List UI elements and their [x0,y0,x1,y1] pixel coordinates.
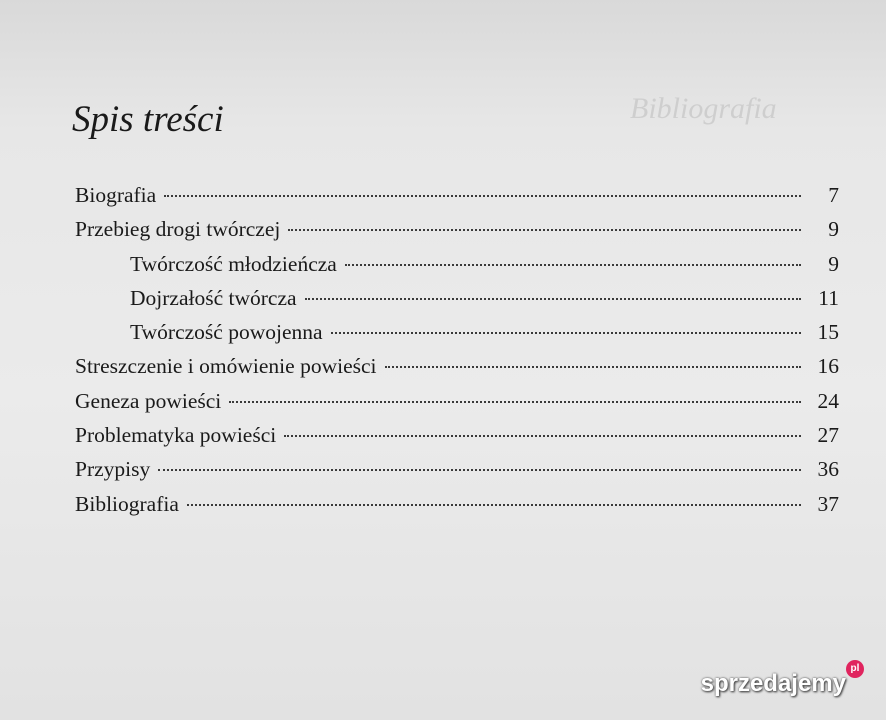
dot-leader [345,264,801,266]
page-title: Spis treści [72,99,224,140]
toc-entry-label: Przebieg drogi twórczej [75,217,281,242]
dot-leader [187,504,801,506]
dot-leader [164,195,801,197]
dot-leader [158,469,801,471]
watermark-badge: pl [846,660,864,678]
toc-entry-label: Dojrzałość twórcza [130,285,297,310]
toc-entry-page: 36 [817,457,839,482]
toc-entry [75,212,839,246]
dot-leader [331,332,801,334]
toc-entry-label: Geneza powieści [75,388,222,413]
toc-entry [75,418,839,452]
toc-entry [75,349,839,383]
toc-entry-label: Problematyka powieści [75,423,277,448]
table-of-contents [75,178,839,521]
toc-entry-label: Twórczość powojenna [130,320,323,345]
toc-entry-page: 15 [817,320,839,345]
toc-entry-label: Streszczenie i omówienie powieści [75,354,377,379]
toc-entry-label: Biografia [75,183,157,207]
toc-entry-page: 9 [828,251,839,276]
toc-entry-page: 16 [817,354,839,379]
toc-entry [75,178,839,212]
toc-entry-label: Bibliografia [75,491,179,516]
watermark-logo: sprzedajemy [700,670,846,697]
dot-leader [284,435,801,437]
dot-leader [288,229,801,231]
toc-subentry [75,315,839,349]
toc-subentry [75,247,839,281]
dot-leader [385,366,802,368]
dot-leader [229,401,801,403]
bleed-through-text: Bibliografia [630,92,777,125]
toc-entry-page: 24 [817,388,839,413]
toc-entry [75,452,839,486]
toc-entry-page: 11 [818,285,839,310]
toc-entry-page: 27 [817,423,839,448]
toc-entry-page: 7 [828,183,839,207]
dot-leader [305,298,801,300]
toc-entry [75,384,839,418]
toc-subentry [75,281,839,315]
toc-entry-label: Przypisy [75,457,151,482]
toc-entry-page: 9 [828,217,839,242]
toc-entry-label: Twórczość młodzieńcza [130,251,337,276]
toc-entry-page: 37 [817,491,839,516]
toc-entry [75,487,839,521]
